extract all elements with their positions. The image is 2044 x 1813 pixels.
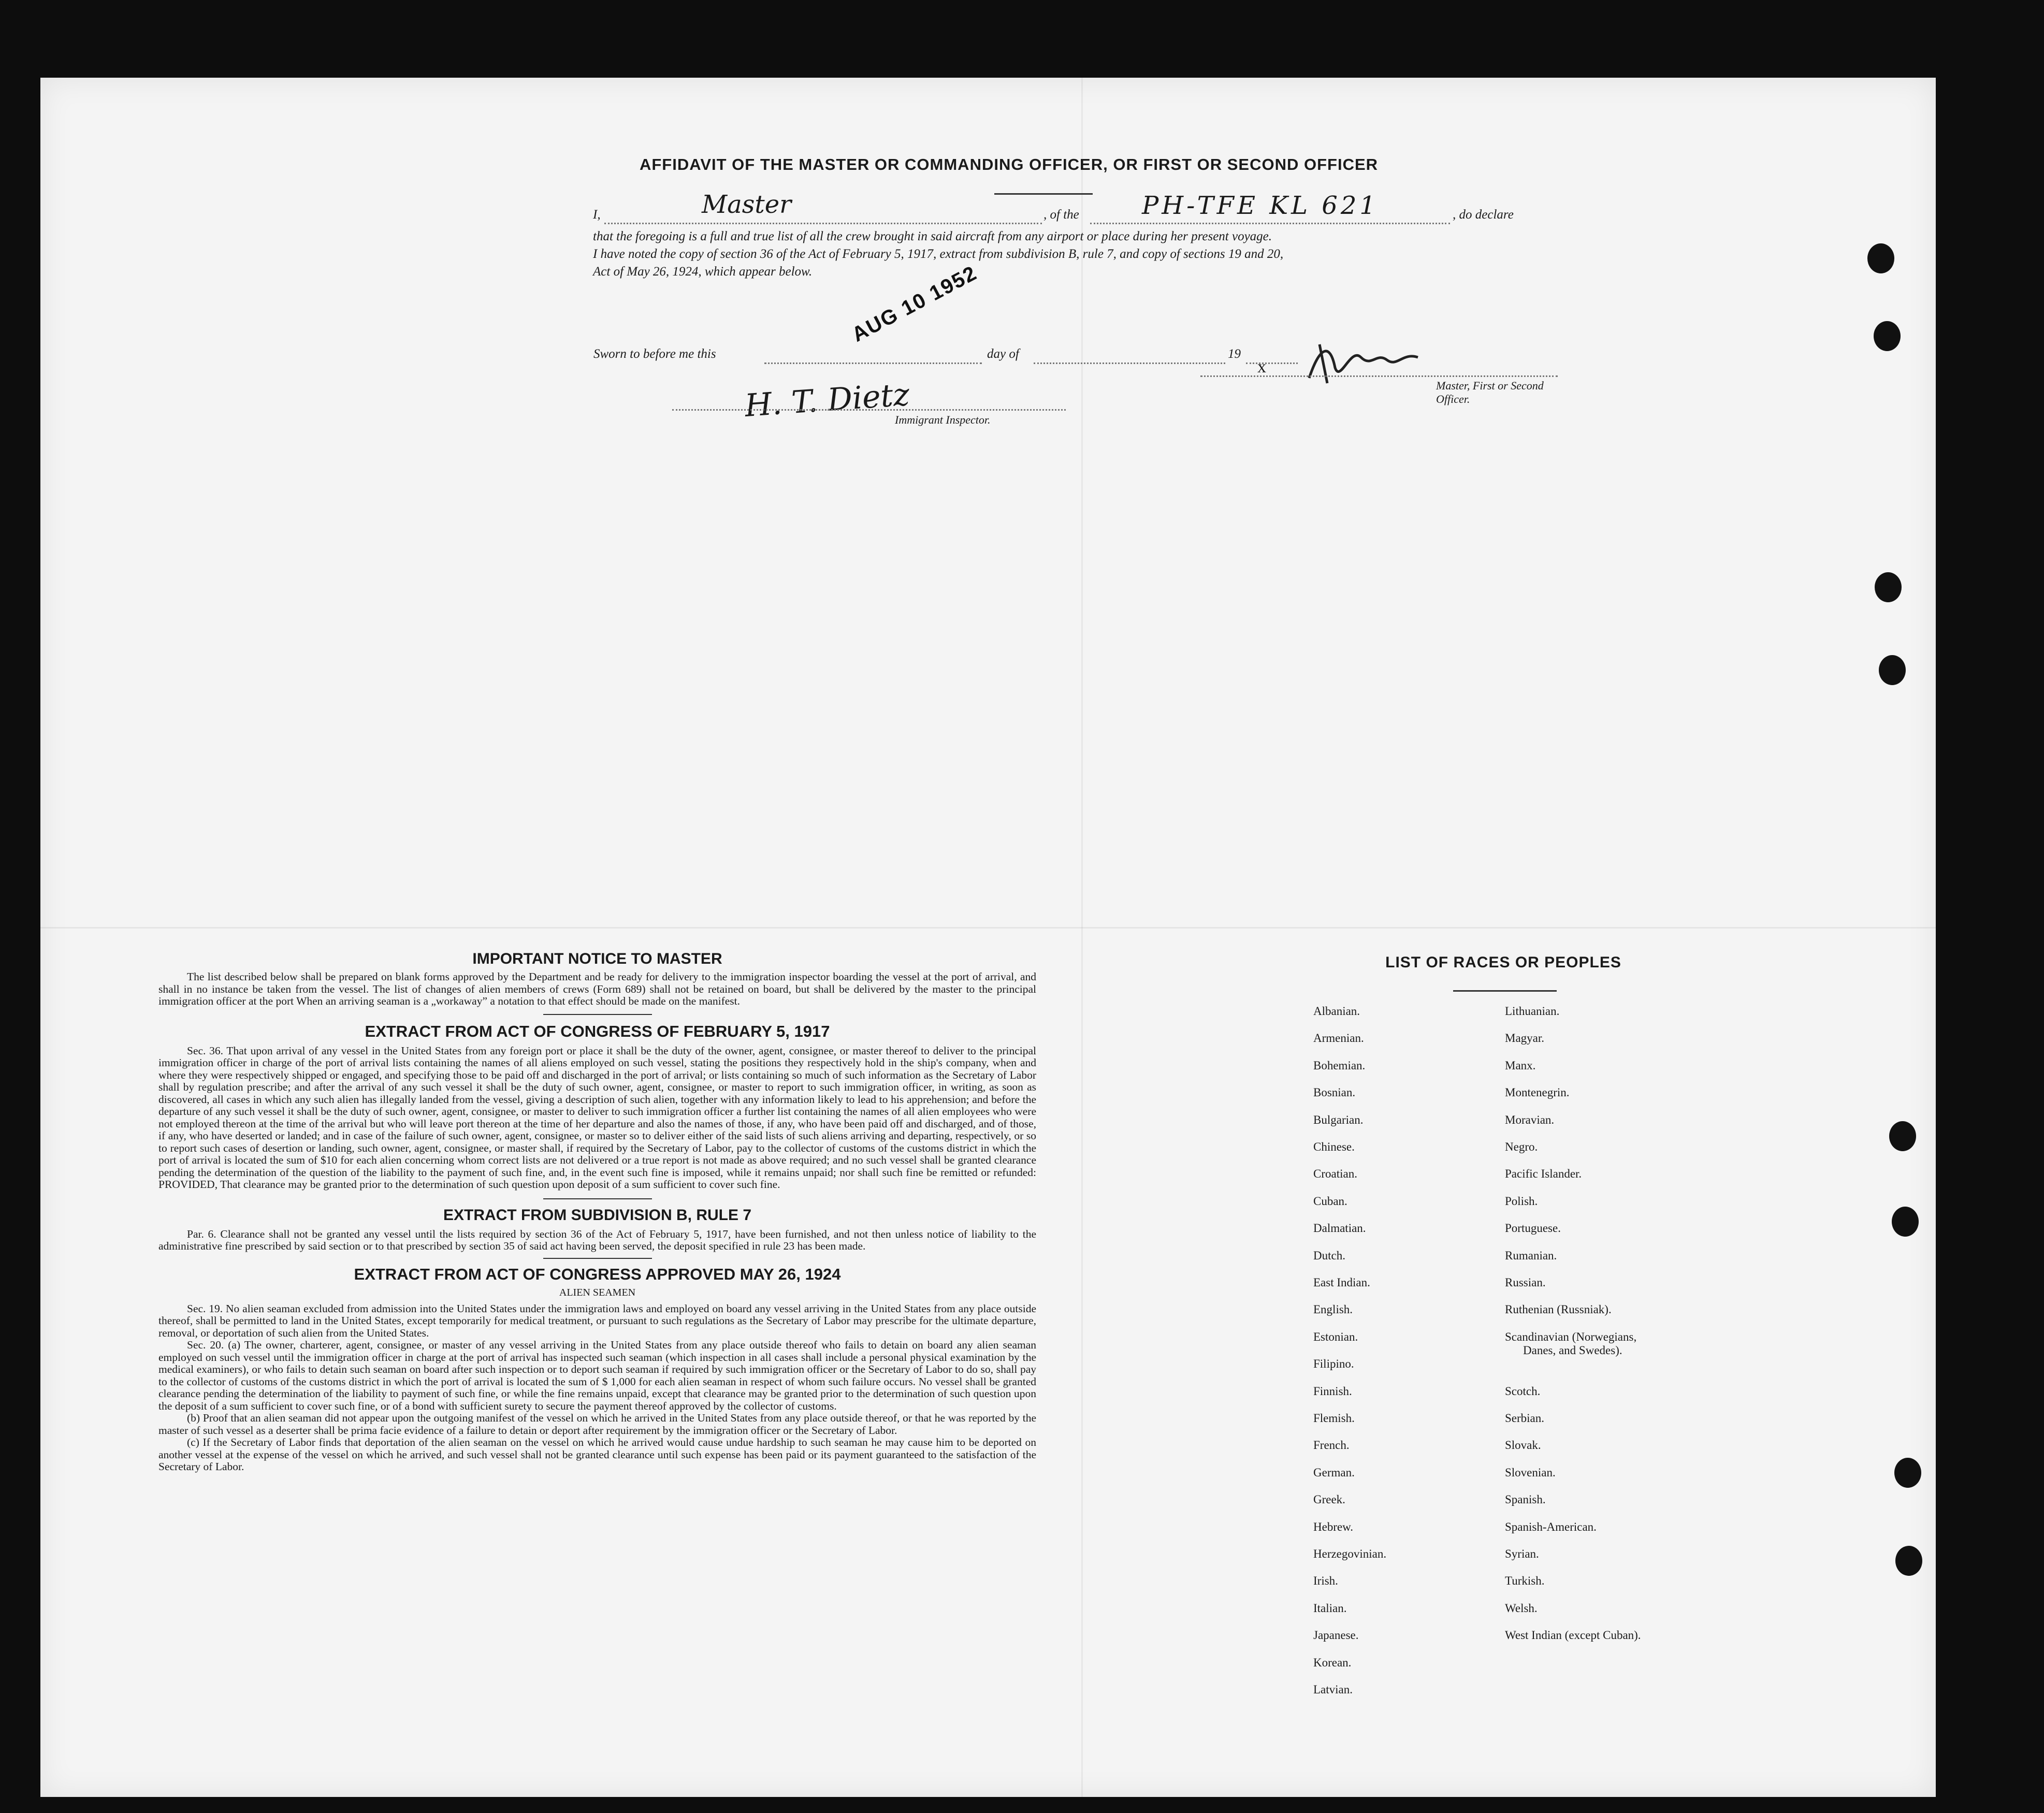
race-item: Turkish. — [1505, 1574, 1545, 1588]
race-item: Danes, and Swedes). — [1523, 1343, 1622, 1357]
inspector-caption: Immigrant Inspector. — [895, 413, 991, 426]
races-list — [1313, 1005, 1857, 1792]
race-item: English. — [1313, 1303, 1353, 1316]
master-name-field — [604, 202, 1042, 224]
race-item: Spanish. — [1505, 1493, 1546, 1506]
extract-1917-text: Sec. 36. That upon arrival of any vessel in the United States from any foreign port or place it shall be the duty of the owner, agent, consignee, or master thereof to deliver to the principal immigration officer in charge of the port of arrival lists containing the names of all aliens employed on such vessel, stating the positions they respectively hold in the ship's company, when and where they were respectively shipped or engaged, and specifying those to be paid off and discharged in the port of arrival; or lists containing so much of such information as the Secretary of Labor shall by regulation prescribe; and after the arrival of any such vessel it shall be the duty of such owner, agent, consignee, or master to report to such immigration officer, in writing, as soon as discovered, all cases in which any such alien has illegally landed from the vessel, giving a description of such alien, together with any information likely to lead to his apprehension; and before the departure of any such vessel it shall be the duty of such owner, agent, consignee, or master to deliver to such immigration officer a further list containing the names of all alien employees who were not employed thereon at the time of the arrival but who will leave port thereon at the time of her departure and also the names of those, if any, who have been paid off and discharged, and of those, if any, who have deserted or landed; and in case of the failure of such owner, agent, consignee, or master so to deliver either of the said lists of such aliens arriving and departing, respectively, or so to report such cases of desertion or landing, such owner, agent, consignee, or master shall, if required by the Secretary of Labor, pay to the collector of customs of the customs district in which the port of arrival is located the sum of $10 for each alien concerning whom correct lists are not delivered or a true report is not made as above required; and no such vessel shall be granted clearance pending the determination of the question of the liability to the payment of such fine, and, in the event such fine is imposed, while it remains unpaid; nor shall such fine be remitted or refunded: PROVIDED, That clearance may be granted prior to the determination of such question upon deposit of a sum sufficient to cover such fine. — [158, 1044, 1036, 1191]
year-label: 19 — [1228, 347, 1241, 361]
race-item: Scandinavian (Norwegians, — [1505, 1330, 1637, 1343]
notice-text: The list described below shall be prepared on blank forms approved by the Department and be ready for delivery to the immigration inspector boarding the vessel at the port of arrival, and shall in no instance be taken from the vessel. The list of changes of alien members of crews (Form 689) shall not be retained on board, but shall be delivered by the master to the principal immigration officer at the port When an arriving seaman is a „workaway” a notation to that effect should be made on the manifest. — [158, 970, 1036, 1007]
inspector-signature: H. T. Dietz — [743, 376, 911, 425]
rule7-title: EXTRACT FROM SUBDIVISION B, RULE 7 — [443, 1206, 752, 1224]
race-item: Serbian. — [1505, 1412, 1545, 1425]
extract-1917-wrap — [158, 1045, 1036, 1191]
rule7-text: Par. 6. Clearance shall not be granted any vessel until the lists required by section 36 of the Act of February 5, 1917, have been furnished, and not then unless notice of liability to the administrative fine prescribed by said section or to that prescribed by section 35 of said act having been served, the deposit specified in rule 23 has been made. — [158, 1227, 1036, 1252]
race-item: Ruthenian (Russniak). — [1505, 1303, 1612, 1316]
race-item: Slovak. — [1505, 1439, 1541, 1452]
race-item: Pacific Islander. — [1505, 1167, 1582, 1181]
divider-3 — [543, 1258, 652, 1259]
race-item: Dalmatian. — [1313, 1222, 1366, 1235]
sec19-text: Sec. 19. No alien seaman excluded from admission into the United States under the immigration laws and employed on board any vessel arriving in the United States from any place outside thereof, shall be permitted to land in the United States, except temporarily for medical treatment, or pursuant to such regulations as the Secretary of Labor may prescribe for the ultimate departure, removal, or deportation of such alien from the United States. — [158, 1302, 1036, 1339]
do-declare-label: , do declare — [1453, 208, 1514, 222]
notice-title: IMPORTANT NOTICE TO MASTER — [472, 950, 722, 967]
race-item: Spanish-American. — [1505, 1520, 1597, 1533]
race-item: Estonian. — [1313, 1330, 1358, 1343]
race-item: Syrian. — [1505, 1547, 1539, 1560]
race-item: Magyar. — [1505, 1032, 1545, 1045]
sworn-day-field — [764, 347, 982, 364]
fold-line-horizontal — [40, 927, 1936, 929]
races-title-rule — [1453, 990, 1557, 992]
race-item: Manx. — [1505, 1058, 1536, 1072]
day-of-label: day of — [987, 347, 1019, 361]
vessel-value: PH-TFE KL 621 — [1142, 191, 1379, 220]
race-item: Lithuanian. — [1505, 1005, 1560, 1018]
sec20b-text: (b) Proof that an alien seaman did not appear upon the outgoing manifest of the vessel on which he arrived in the United States from any place outside thereof, or that he was reported by the master of such vessel as a deserter shall be prima facie evidence of a failure to detain or deport after requirement by the immigration officer or the Secretary of Labor. — [158, 1412, 1036, 1437]
race-item: Russian. — [1505, 1276, 1546, 1289]
race-item: East Indian. — [1313, 1276, 1370, 1289]
declaration-line-3: Act of May 26, 1924, which appear below. — [593, 265, 813, 279]
race-item: Croatian. — [1313, 1167, 1357, 1181]
race-item: Filipino. — [1313, 1357, 1354, 1371]
declaration-line-1: that the foregoing is a full and true list of all the crew brought in said aircraft from any airport or place during her present voyage. — [593, 229, 1272, 243]
master-name-value: Master — [702, 190, 792, 219]
race-item: Greek. — [1313, 1493, 1345, 1506]
divider-1 — [543, 1014, 652, 1015]
race-item: Cuban. — [1313, 1194, 1347, 1208]
race-item: Scotch. — [1505, 1384, 1541, 1398]
extract-1917-title: EXTRACT FROM ACT OF CONGRESS OF FEBRUARY 5, 1917 — [365, 1022, 830, 1040]
binder-hole — [1889, 1121, 1916, 1151]
affidavit-title: AFFIDAVIT OF THE MASTER OR COMMANDING OFFICER, OR FIRST OR SECOND OFFICER — [639, 155, 1379, 173]
affidavit-title-rule — [994, 193, 1093, 195]
race-item: Hebrew. — [1313, 1520, 1354, 1533]
divider-2 — [543, 1198, 652, 1199]
i-label: I, — [593, 208, 601, 222]
race-item: Irish. — [1313, 1574, 1338, 1588]
notice-body-wrap — [158, 971, 1036, 1008]
inspector-signature-line — [672, 409, 1066, 411]
race-item: Welsh. — [1505, 1601, 1538, 1615]
race-item: Slovenian. — [1505, 1466, 1556, 1479]
race-item: Montenegrin. — [1505, 1086, 1570, 1099]
race-item: Armenian. — [1313, 1032, 1364, 1045]
race-item: Herzegovinian. — [1313, 1547, 1387, 1560]
rule7-wrap — [158, 1228, 1036, 1253]
race-item: Bulgarian. — [1313, 1113, 1364, 1126]
race-item: Latvian. — [1313, 1683, 1353, 1696]
binder-hole — [1894, 1458, 1921, 1488]
race-item: Negro. — [1505, 1140, 1538, 1153]
affidavit-declaration — [593, 190, 1561, 281]
sworn-month-field — [1034, 347, 1225, 364]
race-item: Bosnian. — [1313, 1086, 1356, 1099]
race-item: Moravian. — [1505, 1113, 1555, 1126]
binder-hole — [1892, 1207, 1919, 1237]
signature-mark: x — [1257, 357, 1266, 376]
race-item: Dutch. — [1313, 1249, 1345, 1262]
extract-1924-wrap — [158, 1303, 1036, 1473]
race-item: Chinese. — [1313, 1140, 1355, 1153]
binder-hole — [1875, 572, 1902, 602]
race-item: Italian. — [1313, 1601, 1347, 1615]
race-item: Finnish. — [1313, 1384, 1352, 1398]
fold-line-vertical — [1081, 78, 1083, 1797]
sec20a-text: Sec. 20. (a) The owner, charterer, agent, consignee, or master of any vessel arriving in the United States from any place outside thereof who fails to detain on board any alien seaman employed on such vessel until the immigration officer in charge at the port of arrival has inspected such seaman (which inspection in all cases shall include a personal physical examination by the medical examiners), or who fails to detain such seaman on board after such inspection or to deport such seaman if required by such immigration officer or the Secretary of Labor to do so, shall pay to the collector of customs of the customs district in which the port of arrival is located the sum of $ 1,000 for each alien seaman in respect of whom such failure occurs. No vessel shall be granted clearance pending the determination of the liability to payment of such fine, or while the fine remains unpaid, except that clearance may be granted prior to the determination of such question upon the deposit of a sum sufficient to cover such fine, or of a bond with sufficient surety to secure the payment thereof approved by the collector of customs. — [158, 1339, 1036, 1412]
race-item: Portuguese. — [1505, 1222, 1561, 1235]
sworn-year-field — [1246, 347, 1298, 364]
sworn-label: Sworn to before me this — [593, 347, 716, 361]
race-item: French. — [1313, 1439, 1350, 1452]
race-item: West Indian (except Cuban). — [1505, 1629, 1641, 1642]
race-item: German. — [1313, 1466, 1355, 1479]
inspector-block — [662, 373, 1076, 445]
sec20c-text: (c) If the Secretary of Labor finds that deportation of the alien seaman on the vessel on which he arrived would cause undue hardship to such seaman he may cause him to be deported on another vessel at the expense of the vessel on which he arrived, and such vessel shall not be granted clearance until such expense has been paid or its payment guaranteed to the satisfaction of the Secretary of Labor. — [158, 1436, 1036, 1473]
legal-column — [158, 950, 1036, 1473]
race-item: Flemish. — [1313, 1412, 1355, 1425]
master-signature-caption: Master, First or Second Officer. — [1436, 379, 1544, 405]
binder-hole — [1879, 655, 1906, 685]
race-item: Polish. — [1505, 1194, 1538, 1208]
race-item: Bohemian. — [1313, 1058, 1366, 1072]
declaration-line-2: I have noted the copy of section 36 of the Act of February 5, 1917, extract from subdivision B, rule 7, and copy of sections 19 and 20, — [593, 247, 1284, 261]
extract-1924-subtitle: ALIEN SEAMEN — [559, 1286, 636, 1298]
extract-1924-title: EXTRACT FROM ACT OF CONGRESS APPROVED MAY 26, 1924 — [354, 1265, 841, 1283]
of-the-label: , of the — [1043, 208, 1079, 222]
binder-hole — [1895, 1546, 1922, 1576]
binder-hole — [1867, 243, 1894, 273]
race-item: Japanese. — [1313, 1629, 1359, 1642]
document-page — [40, 78, 1936, 1797]
races-title: LIST OF RACES OR PEOPLES — [1385, 954, 1621, 971]
race-item: Rumanian. — [1505, 1249, 1557, 1262]
race-item: Korean. — [1313, 1656, 1352, 1669]
date-stamp: AUG 10 1952 — [848, 261, 981, 346]
race-item: Albanian. — [1313, 1005, 1360, 1018]
binder-hole — [1874, 321, 1901, 351]
